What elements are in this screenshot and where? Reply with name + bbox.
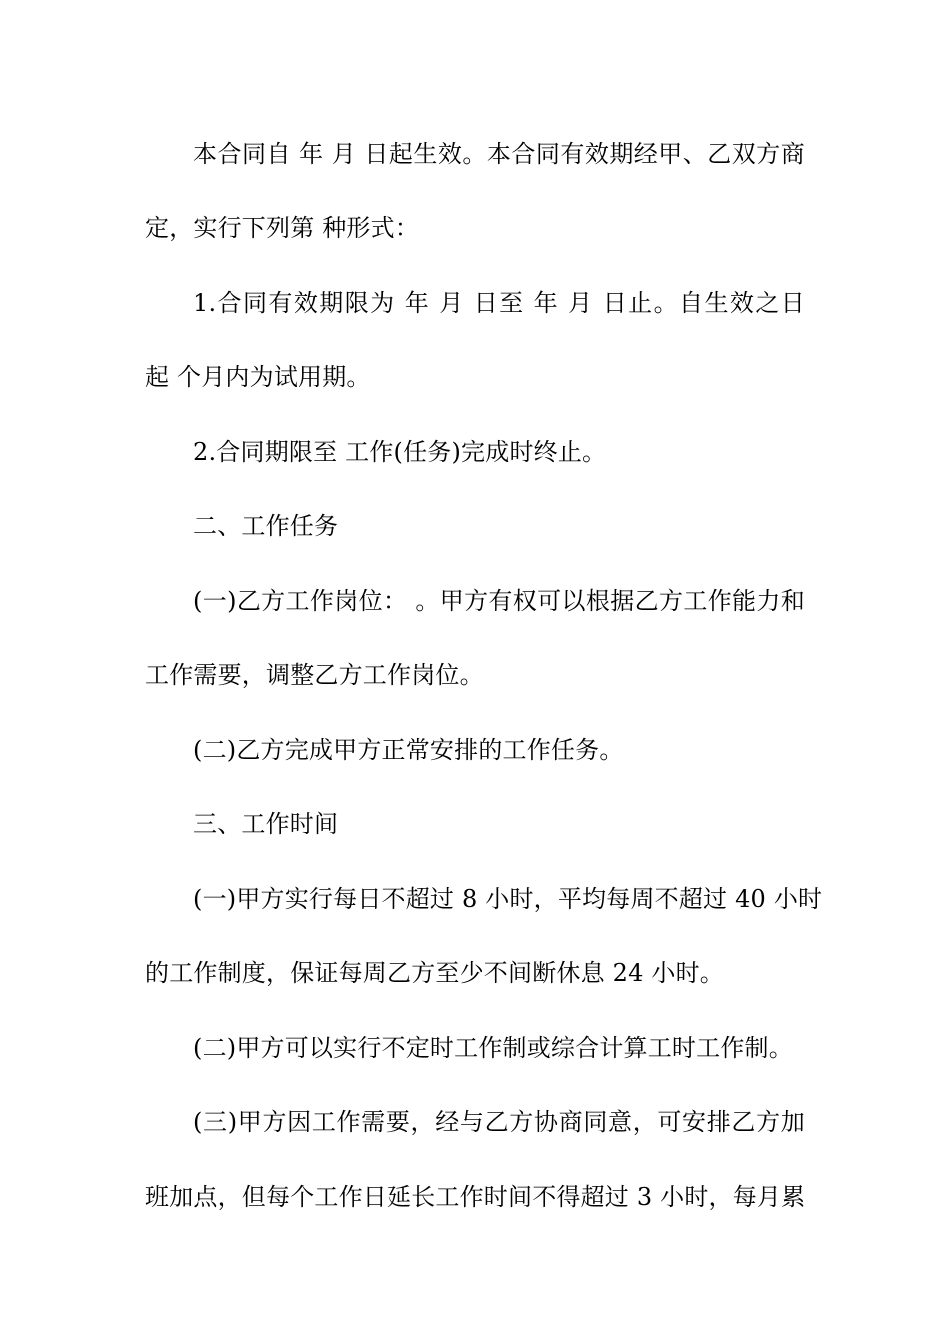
paragraph-line-daily-hours: (一)甲方实行每日不超过 8 小时，平均每周不超过 40 小时 [193,885,823,913]
paragraph-line-effective-date: 本合同自 年 月 日起生效。本合同有效期经甲、乙双方商 [193,140,805,168]
section-heading-work-tasks: 二、工作任务 [193,512,339,540]
paragraph-line-flexible-hours: (二)甲方可以实行不定时工作制或综合计算工时工作制。 [193,1034,793,1062]
section-heading-work-hours: 三、工作时间 [193,810,339,838]
paragraph-line-complete-tasks: (二)乙方完成甲方正常安排的工作任务。 [193,736,624,764]
paragraph-line-overtime: (三)甲方因工作需要，经与乙方协商同意，可安排乙方加 [193,1108,805,1136]
paragraph-line-position: (一)乙方工作岗位： 。甲方有权可以根据乙方工作能力和 [193,587,805,615]
paragraph-line-form-choice: 定，实行下列第 种形式： [145,214,420,242]
paragraph-line-overtime-limit: 班加点，但每个工作日延长工作时间不得超过 3 小时，每月累 [145,1183,806,1211]
paragraph-line-term-2: 2.合同期限至 工作(任务)完成时终止。 [193,438,607,466]
paragraph-line-adjust-position: 工作需要，调整乙方工作岗位。 [145,661,484,689]
paragraph-line-probation: 起 个月内为试用期。 [145,363,371,391]
paragraph-line-weekly-rest: 的工作制度，保证每周乙方至少不间断休息 24 小时。 [145,959,724,987]
paragraph-line-term-1: 1.合同有效期限为 年 月 日至 年 月 日止。自生效之日 [193,289,805,317]
